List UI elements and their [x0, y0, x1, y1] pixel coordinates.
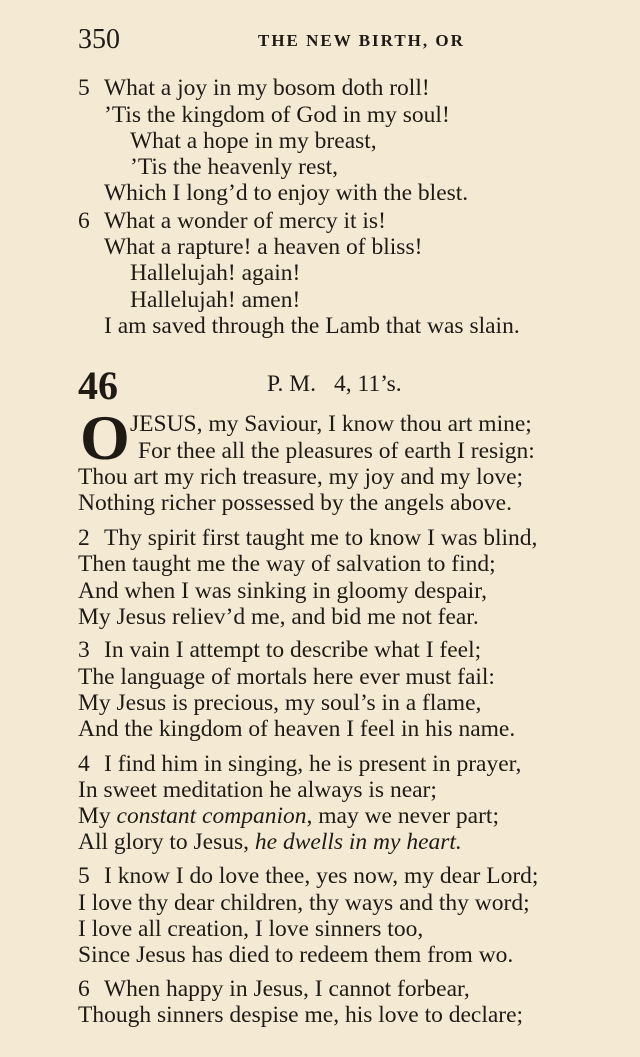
- verse-line: The language of mortals here ever must fail:: [78, 664, 495, 690]
- verse-line: Hallelujah! again!: [130, 260, 301, 286]
- verse-line: My Jesus reliev’d me, and bid me not fear.: [78, 604, 479, 630]
- verse-line: All glory to Jesus, he dwells in my heart.: [78, 829, 462, 855]
- verse-line: I am saved through the Lamb that was slain.: [104, 313, 520, 339]
- verse-line: Though sinners despise me, his love to declare;: [78, 1002, 524, 1028]
- verse-line: 6 What a wonder of mercy it is!: [78, 208, 386, 234]
- verse-line: Since Jesus has died to redeem them from wo.: [78, 942, 514, 968]
- verse-line: And when I was sinking in gloomy despair,: [78, 578, 487, 604]
- verse-line: 3 In vain I attempt to describe what I feel;: [78, 637, 482, 663]
- verse-number: 6: [78, 208, 90, 234]
- drop-cap: O: [80, 402, 130, 473]
- verse-number: 5: [78, 863, 90, 889]
- italic-phrase: he dwells in my heart.: [254, 829, 462, 855]
- verse-line: 2 Thy spirit first taught me to know I was blind,: [78, 525, 538, 551]
- verse-line: My constant companion, may we never part;: [78, 803, 499, 829]
- verse-line: I love thy dear children, thy ways and thy word;: [78, 890, 530, 916]
- italic-phrase: constant companion: [116, 803, 307, 829]
- verse-number: 6: [78, 976, 90, 1002]
- verse-line: 4 I find him in singing, he is present in prayer,: [78, 751, 522, 777]
- meter-label: P. M.: [267, 371, 316, 397]
- verse-line: In sweet meditation he always is near;: [78, 777, 437, 803]
- verse-line: My Jesus is precious, my soul’s in a flame,: [78, 690, 482, 716]
- verse-number: 5: [78, 75, 90, 101]
- verse-number: 3: [78, 637, 90, 663]
- verse-line: What a hope in my breast,: [130, 128, 377, 154]
- verse-line: JESUS, my Saviour, I know thou art mine;: [130, 411, 532, 437]
- verse-line: ’Tis the heavenly rest,: [130, 154, 338, 180]
- verse-number: 4: [78, 751, 90, 777]
- verse-line: 5 I know I do love thee, yes now, my dear Lord;: [78, 863, 539, 889]
- page-number: 350: [78, 24, 120, 55]
- hymn-meter: [267, 371, 420, 398]
- verse-line: For thee all the pleasures of earth I resign:: [138, 438, 535, 464]
- verse-line: Hallelujah! amen!: [130, 287, 301, 313]
- verse-line: Thou art my rich treasure, my joy and my love;: [78, 464, 524, 490]
- running-title: THE NEW BIRTH, OR: [258, 31, 465, 50]
- verse-line: And the kingdom of heaven I feel in his name.: [78, 716, 516, 742]
- verse-line: Nothing richer possessed by the angels above.: [78, 490, 512, 516]
- verse-line: Then taught me the way of salvation to find;: [78, 551, 496, 577]
- verse-number: 2: [78, 525, 90, 551]
- meter-count: 4, 11’s.: [334, 371, 402, 397]
- verse-line: I love all creation, I love sinners too,: [78, 916, 424, 942]
- page-header: [78, 24, 598, 58]
- verse-line: 6 When happy in Jesus, I cannot forbear,: [78, 976, 470, 1002]
- hymn-number: 46: [78, 363, 118, 408]
- verse-line: Which I long’d to enjoy with the blest.: [104, 180, 469, 206]
- verse-line: 5 What a joy in my bosom doth roll!: [78, 75, 430, 101]
- verse-line: ’Tis the kingdom of God in my soul!: [104, 102, 450, 128]
- verse-line: What a rapture! a heaven of bliss!: [104, 234, 423, 260]
